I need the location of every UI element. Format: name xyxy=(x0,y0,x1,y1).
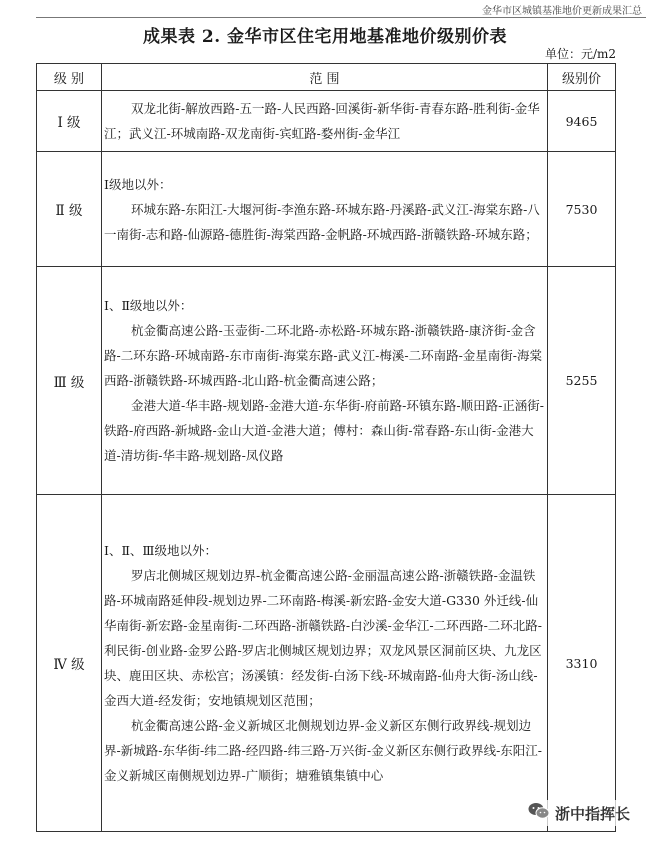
price-cell: 7530 xyxy=(548,152,616,267)
grade-price-table xyxy=(36,63,616,832)
header-price: 级别价 xyxy=(548,64,616,91)
header-range: 范 围 xyxy=(102,64,548,91)
price-cell: 9465 xyxy=(548,91,616,152)
header-rule xyxy=(36,17,646,18)
watermark xyxy=(524,800,634,826)
range-text: Ⅰ、Ⅱ、Ⅲ级地以外： xyxy=(104,543,217,558)
range-cell xyxy=(102,152,548,267)
range-cell xyxy=(102,267,548,495)
price-cell: 5255 xyxy=(548,267,616,495)
level-cell: Ⅱ 级 xyxy=(37,152,102,267)
page-title: 成果表 2. 金华市区住宅用地基准地价级别价表 xyxy=(142,27,508,47)
range-text: 杭金衢高速公路-金义新城区北侧规划边界-金义新区东侧行政界线-规划边界-新城路-东华街-纬二路-经四路-纬三路-万兴街-金义新区东侧行政界线-东阳江-金义新城区南侧规划边界-广顺街；塘雅镇集镇中心 xyxy=(104,718,543,783)
range-text: Ⅰ级地以外： xyxy=(104,176,172,192)
range-text: 金港大道-华丰路-规划路-金港大道-东华街-府前路-环镇东路-顺田路-正涵街-铁路-府西路-新城路-金山大道-金港大道；傅村：森山街-常春路-东山街-金港大道-清坊街-华丰路-规划路-凤仪路 xyxy=(104,398,545,463)
range-text: 杭金衢高速公路-玉壶街-二环北路-赤松路-环城东路-浙赣铁路-康济街-金含路-二环东路-环城南路-东市南街-海棠东路-武义江-梅溪-二环南路-金星南街-海棠西路-浙赣铁路-环城西路-北山路-杭金衢高速公路； xyxy=(104,323,543,388)
range-text: Ⅰ、Ⅱ级地以外： xyxy=(104,298,193,313)
range-text: 罗店北侧城区规划边界-杭金衢高速公路-金丽温高速公路-浙赣铁路-金温铁路-环城南路延伸段-规划边界-二环南路-梅溪-新宏路-金安大道-G330 外迁线-仙华南街-新宏路-金星南街-二环西路-浙赣铁路-白沙溪-金华江-二环西路-二环北路-利民街-创业路-金罗公路-罗店北侧城区规划边界；双龙风景区洞前区块、九龙区块、鹿田区块、赤松宫；汤溪镇：经发街-白汤下线-环城南路-仙舟大街-汤山线-金西大道-经发街；安地镇规划区范围； xyxy=(104,568,543,708)
price-cell: 3310 xyxy=(548,495,616,832)
header-level: 级 别 xyxy=(37,64,102,91)
level-cell: Ⅲ 级 xyxy=(37,267,102,495)
table-row xyxy=(37,267,616,495)
unit-label: 单位：元/m2 xyxy=(544,47,616,61)
table-row xyxy=(37,152,616,267)
table-row xyxy=(37,91,616,152)
watermark-text: 浙中指挥长 xyxy=(554,804,630,823)
range-cell xyxy=(102,91,548,152)
level-cell: Ⅳ 级 xyxy=(37,495,102,832)
range-text: 双龙北街-解放西路-五一路-人民西路-回溪街-新华街-青春东路-胜利街-金华江；武义江-环城南路-双龙南街-宾虹路-婺州街-金华江 xyxy=(104,101,540,141)
range-text: 环城东路-东阳江-大堰河街-李渔东路-环城东路-丹溪路-武义江-海棠东路-八一南街-志和路-仙源路-德胜街-海棠西路-金帆路-环城西路-浙赣铁路-环城东路； xyxy=(104,201,540,242)
level-cell: Ⅰ 级 xyxy=(37,91,102,152)
wechat-icon xyxy=(528,802,550,824)
header-note: 金华市区城镇基准地价更新成果汇总 xyxy=(482,6,642,17)
table-header-row xyxy=(37,64,616,91)
range-cell xyxy=(102,495,548,832)
table-row xyxy=(37,495,616,832)
